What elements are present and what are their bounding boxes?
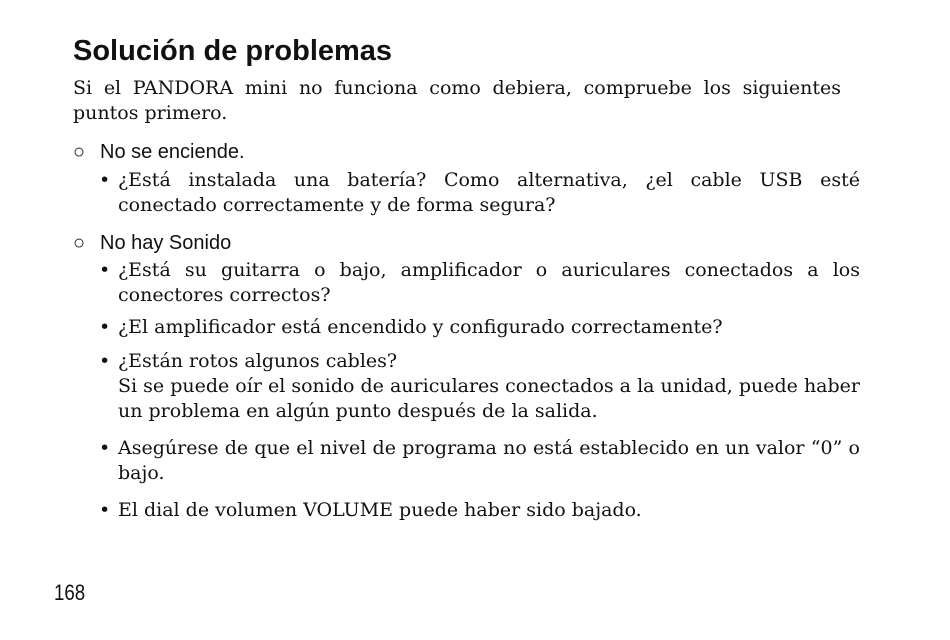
list-item-text: Asegúrese de que el nivel de programa no está establecido en un valor “0” o bajo. (118, 437, 860, 484)
list-item-text: ¿El amplificador está encendido y configurado correctamente? (118, 316, 723, 338)
list-item-text: El dial de volumen VOLUME puede haber sido bajado. (118, 499, 642, 521)
page-title: Solución de problemas (73, 35, 393, 67)
section-heading-label: No se enciende. (100, 141, 245, 163)
list-item (99, 349, 860, 424)
section-heading-label: No hay Sonido (100, 232, 232, 254)
circle-bullet-icon: ○ (73, 141, 86, 163)
list-item-text: ¿Está instalada una batería? Como alternativa, ¿el cable USB esté conectado correctamente y de forma segura? (118, 169, 860, 216)
bullet-icon: • (99, 350, 111, 372)
bullet-icon: • (99, 169, 111, 191)
section-heading-no-power (73, 140, 245, 164)
intro-paragraph: Si el PANDORA mini no funciona como debiera, compruebe los siguientes puntos primero. (73, 77, 841, 124)
circle-bullet-icon: ○ (73, 232, 86, 254)
list-item (99, 168, 860, 218)
page-number: 168 (54, 580, 86, 605)
list-item (99, 315, 860, 340)
bullet-icon: • (99, 316, 111, 338)
list-item (99, 258, 860, 308)
bullet-icon: • (99, 259, 111, 281)
section-heading-no-sound (73, 231, 231, 255)
list-item-extra-text: Si se puede oír el sonido de auriculares conectados a la unidad, puede haber un problema en algún punto después de la salida. (118, 375, 860, 422)
list-item-text: ¿Está su guitarra o bajo, amplificador o auriculares conectados a los conectores correctos? (118, 259, 860, 306)
list-item-text: ¿Están rotos algunos cables? (118, 350, 398, 372)
bullet-icon: • (99, 499, 111, 521)
bullet-icon: • (99, 437, 111, 459)
list-item (99, 498, 860, 523)
list-item (99, 436, 860, 486)
